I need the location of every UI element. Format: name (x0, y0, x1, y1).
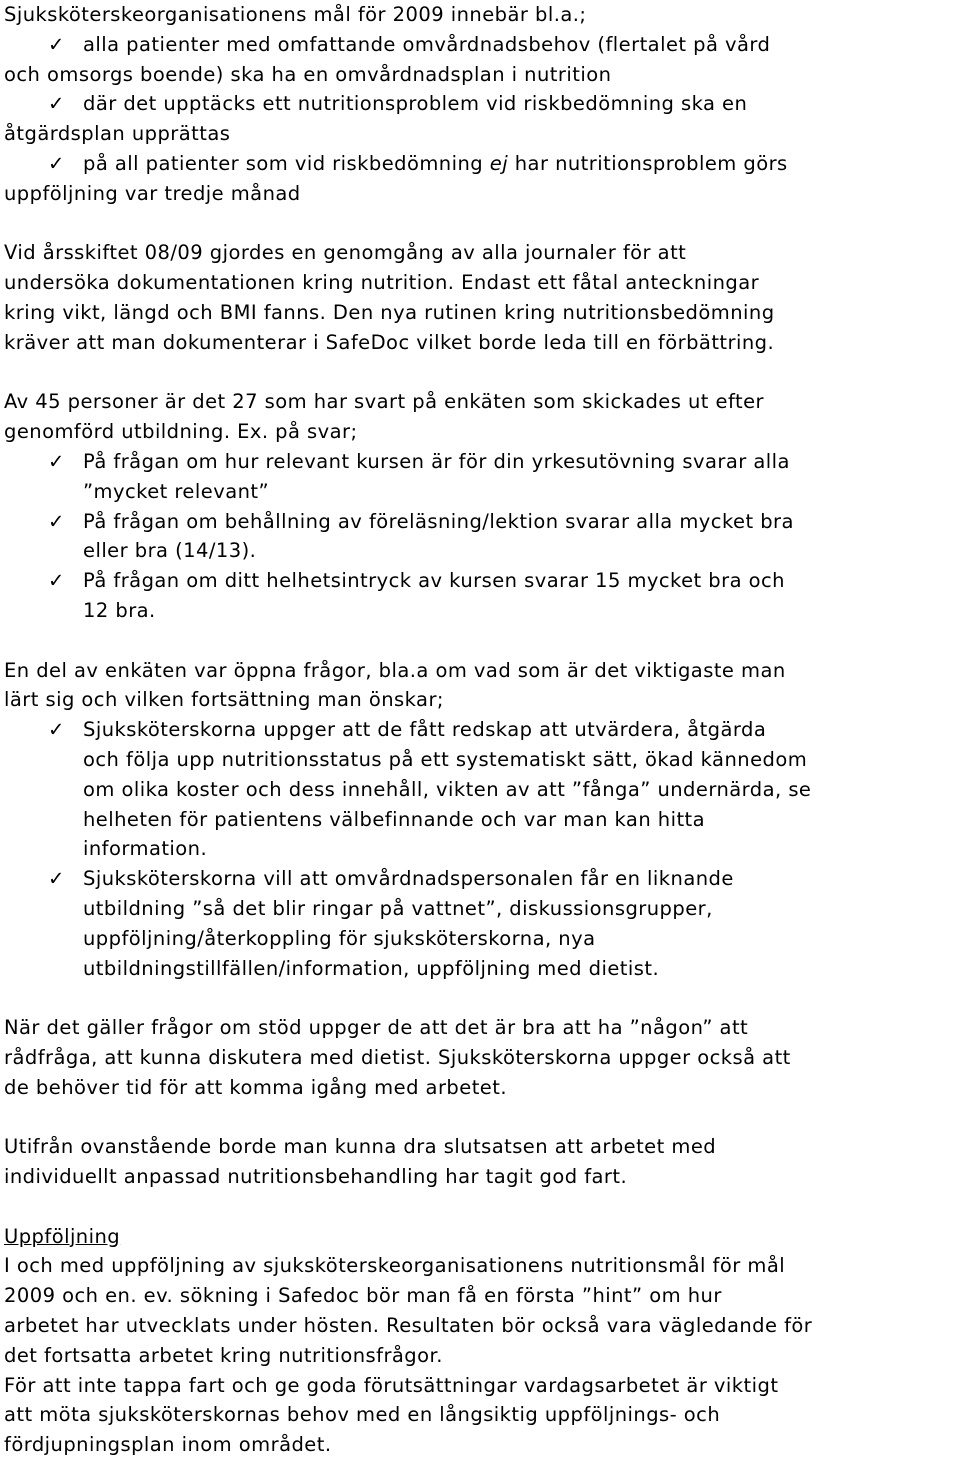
goal-bullet-2-text: där det upptäcks ett nutritionsproblem vid riskbedömning ska en (83, 92, 748, 116)
checkmark-icon: ✓ (48, 509, 65, 533)
open-bullet-2-line-1 (4, 864, 956, 894)
survey-paragraph-line-2: genomförd utbildning. Ex. på svar; (4, 420, 358, 444)
survey-bullet-1-line-1 (4, 447, 956, 477)
open-bullet-1-line-1 (4, 715, 956, 745)
checkmark-icon: ✓ (48, 867, 65, 891)
goal-bullet-3-text-b: har nutritionsproblem görs (508, 151, 788, 175)
followup-heading: Uppföljning (4, 1224, 121, 1248)
spacer (4, 983, 956, 1013)
survey-bullet-3-line-2: 12 bra. (83, 598, 156, 622)
review-paragraph-line-4: kräver att man dokumenterar i SafeDoc vilket borde leda till en förbättring. (4, 330, 775, 354)
survey-bullet-2-line-2: eller bra (14/13). (83, 539, 257, 563)
open-bullet-1-line-5: information. (83, 837, 208, 861)
followup-line-2: 2009 och en. ev. sökning i Safedoc bör man få en första ”hint” om hur (4, 1284, 722, 1308)
goal-bullet-3-line-2: uppföljning var tredje månad (4, 181, 301, 205)
survey-paragraph-line-1: Av 45 personer är det 27 som har svart på enkäten som skickades ut efter (4, 390, 764, 414)
goal-bullet-3-line-1 (4, 149, 956, 179)
support-paragraph-line-2: rådfråga, att kunna diskutera med dietist. Sjuksköterskorna uppger också att (4, 1045, 791, 1069)
spacer (4, 209, 956, 239)
followup-heading-line (4, 1222, 956, 1252)
checkmark-icon: ✓ (48, 569, 65, 593)
open-bullet-1-line-3: om olika koster och dess innehåll, vikten av att ”fånga” undernärda, se (83, 777, 812, 801)
followup-line-1: I och med uppföljning av sjuksköterskeorganisationens nutritionsmål för mål (4, 1254, 786, 1278)
survey-bullet-2-text: På frågan om behållning av föreläsning/lektion svarar alla mycket bra (83, 509, 794, 533)
followup-line-3: arbetet har utvecklats under hösten. Resultaten bör också vara vägledande för (4, 1314, 813, 1338)
intro-line: Sjuksköterskeorganisationens mål för 2009 innebär bl.a.; (4, 3, 587, 26)
survey-bullet-2-line-1 (4, 507, 956, 537)
survey-bullet-3-line-1 (4, 566, 956, 596)
open-bullet-2-line-2: utbildning ”så det blir ringar på vattnet”, diskussionsgrupper, (83, 896, 713, 920)
open-bullet-2-line-3: uppföljning/återkoppling för sjuksköterskorna, nya (83, 926, 596, 950)
review-paragraph-line-1: Vid årsskiftet 08/09 gjordes en genomgång av alla journaler för att (4, 241, 687, 265)
open-bullet-1-line-2: och följa upp nutritionsstatus på ett systematiskt sätt, ökad kännedom (83, 747, 808, 771)
survey-bullet-3-text: På frågan om ditt helhetsintryck av kursen svarar 15 mycket bra och (83, 569, 785, 593)
open-bullet-1-line-4: helheten för patientens välbefinnande och var man kan hitta (83, 807, 706, 831)
spacer (4, 626, 956, 656)
checkmark-icon: ✓ (48, 449, 65, 473)
survey-bullet-1-line-2: ”mycket relevant” (83, 479, 270, 503)
open-bullet-2-text: Sjuksköterskorna vill att omvårdnadspersonalen får en liknande (83, 867, 734, 891)
spacer (4, 1192, 956, 1222)
open-bullet-2-line-4: utbildningstillfällen/information, uppföljning med dietist. (83, 956, 660, 980)
survey-bullet-1-text: På frågan om hur relevant kursen är för din yrkesutövning svarar alla (83, 449, 790, 473)
goal-bullet-3-text-a: på all patienter som vid riskbedömning (83, 151, 490, 175)
followup-line-7: fördjupningsplan inom området. (4, 1433, 332, 1457)
goal-bullet-1-line-1 (4, 30, 956, 60)
followup-line-5: För att inte tappa fart och ge goda förutsättningar vardagsarbetet är viktigt (4, 1373, 779, 1397)
followup-line-6: att möta sjuksköterskornas behov med en långsiktig uppföljnings- och (4, 1403, 721, 1427)
goal-bullet-1-line-2: och omsorgs boende) ska ha en omvårdnadsplan i nutrition (4, 62, 612, 86)
review-paragraph-line-3: kring vikt, längd och BMI fanns. Den nya rutinen kring nutritionsbedömning (4, 300, 775, 324)
open-questions-line-1: En del av enkäten var öppna frågor, bla.a om vad som är det viktigaste man (4, 658, 786, 682)
followup-line-4: det fortsatta arbetet kring nutritionsfrågor. (4, 1343, 443, 1367)
support-paragraph-line-3: de behöver tid för att komma igång med arbetet. (4, 1075, 507, 1099)
review-paragraph-line-2: undersöka dokumentationen kring nutrition. Endast ett fåtal anteckningar (4, 271, 760, 295)
spacer (4, 358, 956, 388)
checkmark-icon: ✓ (48, 32, 65, 56)
open-bullet-1-text: Sjuksköterskorna uppger att de fått redskap att utvärdera, åtgärda (83, 718, 767, 742)
goal-bullet-1-text: alla patienter med omfattande omvårdnadsbehov (flertalet på vård (83, 32, 771, 56)
checkmark-icon: ✓ (48, 151, 65, 175)
document-page (4, 0, 956, 1460)
support-paragraph-line-1: När det gäller frågor om stöd uppger de att det är bra att ha ”någon” att (4, 1016, 749, 1040)
open-questions-line-2: lärt sig och vilken fortsättning man önskar; (4, 688, 444, 712)
spacer (4, 1102, 956, 1132)
checkmark-icon: ✓ (48, 718, 65, 742)
goal-bullet-2-line-2: åtgärdsplan upprättas (4, 122, 231, 146)
conclusion-line-1: Utifrån ovanstående borde man kunna dra slutsatsen att arbetet med (4, 1135, 717, 1159)
goal-bullet-2-line-1 (4, 89, 956, 119)
checkmark-icon: ✓ (48, 92, 65, 116)
conclusion-line-2: individuellt anpassad nutritionsbehandling har tagit god fart. (4, 1165, 628, 1189)
goal-bullet-3-emphasis: ej (489, 151, 509, 175)
